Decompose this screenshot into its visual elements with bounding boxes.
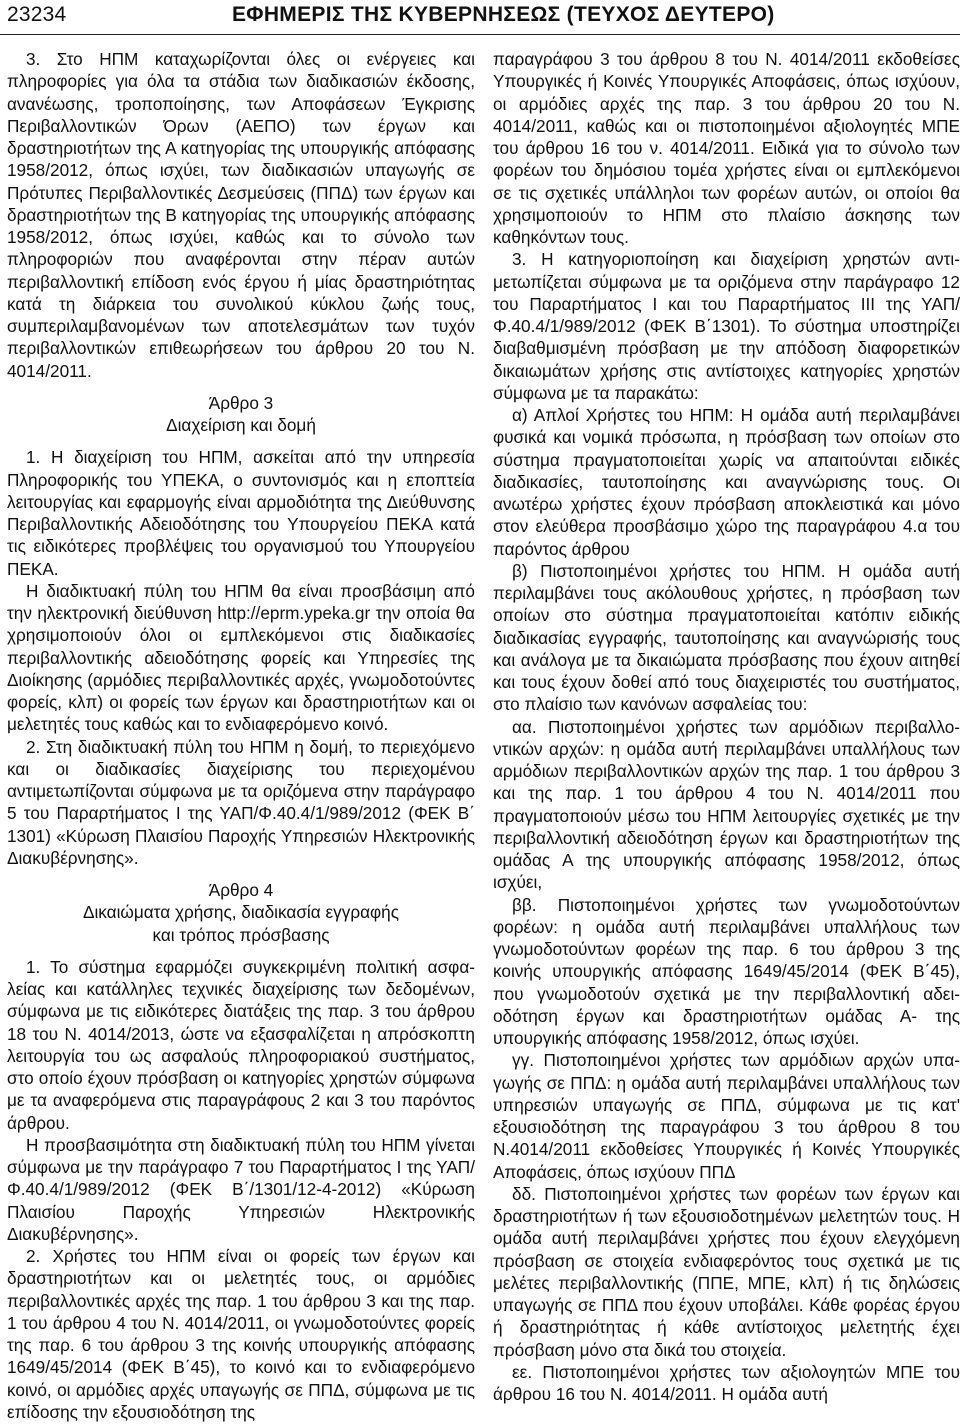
paragraph: Η προσβασιμότητα στη διαδικτυακή πύλη του ΗΠΜ γίνεται σύμφωνα με την παράγραφο 7 του Παραρτήματος Ι της ΥΑΠ/Φ.40.4/1/989/2012 (ΦΕΚ Β΄/1301/12-4-2012) «Κύρωση Πλαισίου Παροχής Υπηρεσιών Ηλεκτρονικής Διακυβέρνησης».: [7, 1134, 475, 1244]
gazette-title: ΕΦΗΜΕΡΙΣ ΤΗΣ ΚΥΒΕΡΝΗΣΕΩΣ (ΤΕΥΧΟΣ ΔΕΥΤΕΡΟ): [232, 3, 775, 26]
paragraph: 2. Χρήστες του ΗΠΜ είναι οι φορείς των έργων και δραστηριοτήτων και οι μελετητές τους, οι αρμόδιες περιβαλλοντικές αρχές της παρ. 1 του άρθρου 3 και της παρ. 1 του άρθρου 4 του Ν. 4014/2011, οι γνωμοδοτούντες φορείς της παρ. 6 του άρθρου 3 της κοινής υπουργικής απόφασης 1649/45/2014 (ΦΕΚ Β΄45), το κοινό και το ενδιαφερόμενο κοινό, οι αρμόδιες αρχές υπαγωγής σε ΠΠΔ, σύμφωνα με τις επίδοσης την εξουσιοδότηση της: [7, 1246, 475, 1422]
paragraph: 2. Στη διαδικτυακή πύλη του ΗΠΜ η δομή, το περιεχόμενο και οι διαδικασίες διαχείρισης του περιεχομένου αντιμετωπίζονται σύμφωνα με τα οριζόμενα στην παράγραφο 5 του Παραρτήματος Ι της ΥΑΠ/Φ.40.4/1/989/2012 (ΦΕΚ Β΄ 1301) «Κύρωση Πλαισίου Παροχής Υπηρεσιών Ηλεκτρονικής Διακυβέρνησης».: [7, 736, 475, 868]
paragraph: 3. Στο ΗΠΜ καταχωρίζονται όλες οι ενέργειες και πληροφορίες για όλα τα στάδια των διαδικασιών έκδοσης, ανανέωσης, τροποποίησης, των Αποφάσεων Έγκρισης Περιβαλλοντικών Όρων (ΑΕΠΟ) των έργων και δραστηριοτήτων της Α κατηγορίας της υπουργικής απόφασης 1958/2012, όπως ισχύει, των διαδικασιών υπαγωγής σε Πρότυπες Περιβαλλοντικές Δεσμεύσεις (ΠΠΔ) των έργων και δραστηριοτήτων της Β κατηγορίας της υπουργικής απόφασης 1958/2012, όπως ισχύει, καθώς και το σύνολο των πληροφοριών που αναφέρονται στην πέραν αυτών περιβαλλοντική επίδοση ενός έργου ή μίας δραστηριότητας κατά τη διάρκεια του συνολικού κύκλου ζωής τους, συμπεριλαμβανομένων των αποτελεσμάτων των τυχόν περιβαλλοντικών επιθεωρήσεων του άρθρου 20 του Ν. 4014/2011.: [7, 49, 475, 381]
paragraph: 1. Η διαχείριση του ΗΠΜ, ασκείται από την υπηρεσία Πληροφορικής του ΥΠΕΚΑ, ο συντονισμός και η εποπτεία λειτουργίας και εφαρμογής είναι αρμοδιότητα της Διεύθυνσης Περιβαλλοντικής Αδειοδότησης του Υπουργείου ΠΕΚΑ κατά τις ειδικότερες προβλέψεις του οργανισμού του Υπουργείου ΠΕΚΑ.: [7, 447, 475, 579]
article-4-subtitle-line2: και τρόπος πρόσβασης: [152, 924, 330, 945]
paragraph: 3. Η κατηγοριοποίηση και διαχείριση χρηστών αντιμετωπίζεται σύμφωνα με τα οριζόμενα στην παράγραφο 12 του Παραρτήματος Ι και του Παραρτήματος ΙΙΙ της ΥΑΠ/Φ.40.4/1/989/2012 (ΦΕΚ Β΄1301). Το σύστημα υποστηρίζει διαβαθμισμένη πρόσβαση με την απόδοση διαφορετικών δικαιωμάτων χρήσης στις αντίστοιχες κατηγορίες χρηστών σύμφωνα με τα παρακάτω:: [493, 249, 960, 403]
page-header: [0, 0, 960, 40]
right-column: [493, 48, 960, 1405]
page-number: 23234: [7, 3, 67, 26]
paragraph: αα. Πιστοποιημένοι χρήστες των αρμόδιων περιβαλλοντικών αρχών: η ομάδα αυτή περιλαμβάνει υπαλλήλους των αρμόδιων περιβαλλοντικών αρχών της παρ. 1 του άρθρου 3 και της παρ. 1 του άρθρου 4 του Ν. 4014/2011 που πραγματοποιούν μέσω του ΗΠΜ λειτουργίες σχετικές με την περιβαλλοντική αδειοδότηση έργων και δραστηριοτήτων της ομάδας Α της υπουργικής απόφασης 1958/2012, όπως ισχύει,: [493, 716, 960, 893]
paragraph: παραγράφου 3 του άρθρου 8 του Ν. 4014/2011 εκδοθείσες Υπουργικές ή Κοινές Υπουργικές Αποφάσεις, όπως ισχύουν, οι αρμόδιες αρχές της παρ. 3 του άρθρου 20 του Ν. 4014/2011, καθώς και οι πιστοποιημένοι αξιολογητές ΜΠΕ του άρθρου 16 του ν. 4014/2011. Ειδικά για το σύνολο των φορέων του δημόσιου τομέα χρήστες είναι οι εμπλεκόμενοι σε τις σχετικές υπάλληλοι των φορέων αυτών, οι οποίοι θα χρησιμοποιούν το ΗΠΜ στο πλαίσιο άσκησης των καθηκόντων τους.: [493, 49, 960, 247]
article-3-title: Άρθρο 3: [208, 392, 274, 413]
paragraph: α) Απλοί Χρήστες του ΗΠΜ: Η ομάδα αυτή περιλαμβάνει φυσικά και νομικά πρόσωπα, η πρόσβαση των οποίων στο σύστημα πραγματοποιείται χωρίς να απαιτούνται ειδικές διαδικασίες, ταυτοποίησης και αναγνώρισης τους. Οι ανωτέρω χρήστες έχουν πρόσβαση αποκλειστικά και μόνο στον ελεύθερα προσβάσιμο χώρο της παραγράφου 4.α του παρόντος άρθρου: [493, 405, 960, 559]
paragraph: 1. Το σύστημα εφαρμόζει συγκεκριμένη πολιτική ασφαλείας και κατάλληλες τεχνικές διαχείρισης των δεδομένων, σύμφωνα με τις ειδικότερες διατάξεις της παρ. 3 του άρθρου 18 του Ν. 4014/2013, ώστε να εξασφαλίζεται η απρόσκοπτη λειτουργία του ως ασφαλούς πληροφοριακού συστήματος, στο οποίο έχουν πρόσβαση οι κατηγορίες χρηστών σύμφωνα με τα αναφερόμενα στις παραγράφους 2 και 3 του παρόντος άρθρου.: [7, 956, 475, 1133]
paragraph: ββ. Πιστοποιημένοι χρήστες των γνωμοδοτούντων φορέων: η ομάδα αυτή περιλαμβάνει υπαλλήλους των γνωμοδοτούντων φορέων της παρ. 6 του άρθρου 3 της κοινής υπουργικής απόφασης 1649/45/2014 (ΦΕΚ Β΄45), που γνωμοδοτούν σχετικά με την περιβαλλοντική αδειοδότηση έργων και δραστηριοτήτων ομάδας Α- της υπουργικής απόφασης 1958/2012, όπως ισχύει.: [493, 894, 960, 1048]
header-rule: [0, 34, 960, 35]
paragraph: εε. Πιστοποιημένοι χρήστες των αξιολογητών ΜΠΕ του άρθρου 16 του Ν. 4014/2011. Η ομάδα αυτή: [493, 1361, 960, 1404]
article-4-title: Άρθρο 4: [208, 880, 274, 900]
article-4-subtitle-line1: Δικαιώματα χρήσης, διαδικασία εγγραφής: [82, 902, 400, 923]
paragraph: Η διαδικτυακή πύλη του ΗΠΜ θα είναι προσβάσιμη από την ηλεκτρονική διεύθυνση http://eprm.ypeka.gr την οποία θα χρησιμοποιούν όλοι οι εμπλεκόμενοι στις διαδικασίες περιβαλλοντικής αδειοδότησης φορείς και Υπηρεσίες της Διοίκησης (αρμόδιες περιβαλλοντικές αρχές, γνωμοδοτούντες φορείς, κλπ) οι φορείς των έργων και δραστηριοτήτων και οι μελετητές τους καθώς και το ενδιαφερόμενο κοινό.: [7, 580, 475, 735]
paragraph: δδ. Πιστοποιημένοι χρήστες των φορέων των έργων και δραστηριοτήτων ή των εξουσιοδοτημένων μελετητών τους. Η ομάδα αυτή περιλαμβάνει χρήστες που έχουν ελεγχόμενη πρόσβαση σε στοιχεία ενδιαφερόντος τους σχετικά με τις μελέτες περιβαλλοντικής (ΠΠΕ, ΜΠΕ, κλπ) ή τις δηλώσεις υπαγωγής σε ΠΠΔ που έχουν υποβάλει. Κάθε φορέας έργου ή δραστηριότητας ή κάθε αντίστοιχος μελετητής έχει πρόσβαση μόνο στα δικά του στοιχεία.: [493, 1183, 960, 1360]
paragraph: γγ. Πιστοποιημένοι χρήστες των αρμόδιων αρχών υπαγωγής σε ΠΠΔ: η ομάδα αυτή περιλαμβάνει υπαλλήλους των υπηρεσιών υπαγωγής σε ΠΠΔ, σύμφωνα με τις κατ' εξουσιοδότηση της παραγράφου 3 του άρθρου 8 του Ν.4014/2011 εκδοθείσες Υπουργικές ή Κοινές Υπουργικές Αποφάσεις, όπως ισχύουν ΠΠΔ: [493, 1050, 960, 1182]
article-3-subtitle: Διαχείριση και δομή: [166, 415, 316, 435]
paragraph: β) Πιστοποιημένοι χρήστες του ΗΠΜ. Η ομάδα αυτή περιλαμβάνει τους ακόλουθους χρήστες, η πρόσβαση των οποίων στο σύστημα πραγματοποιείται κατόπιν ειδικής διαδικασίας εγγραφής, ταυτοποίησης και αναγνώρισής τους και ανάλογα με τα δικαιώματα πρόσβασης που έχουν αιτηθεί και τους έχουν δοθεί από τους διαχειριστές του συστήματος, στο πλαίσιο των κανόνων ασφαλείας του:: [493, 560, 960, 715]
left-column: [7, 48, 475, 1423]
